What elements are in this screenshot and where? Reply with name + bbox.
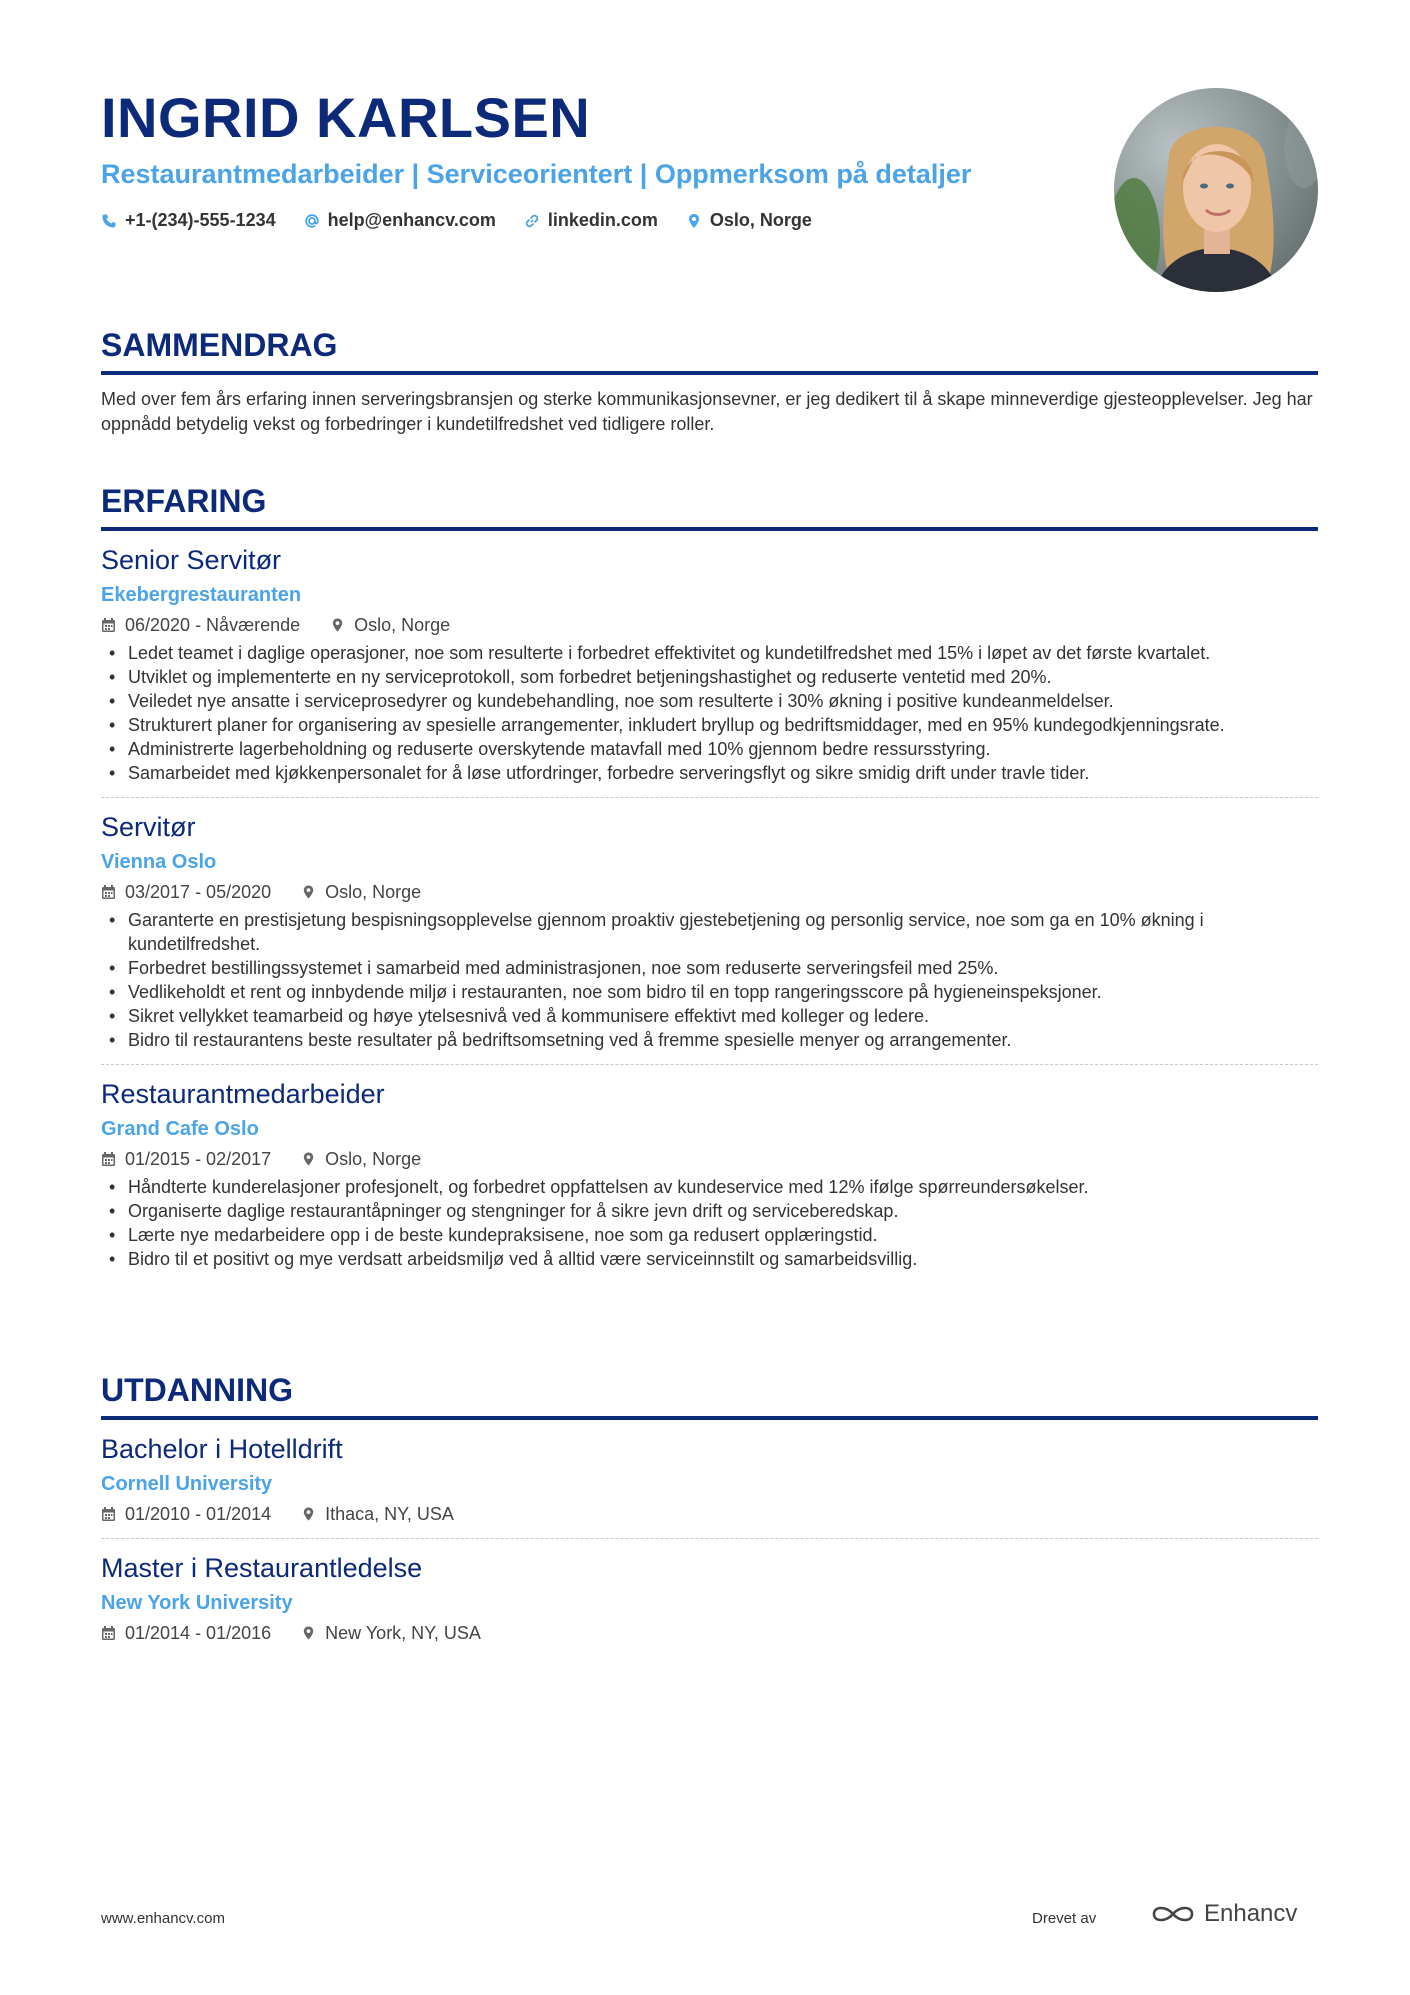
education-dates: [101, 1502, 271, 1526]
experience-entry: [101, 1077, 1318, 1271]
location: Oslo, Norge: [325, 1149, 422, 1169]
location: Oslo, Norge: [325, 882, 422, 902]
experience-entry: [101, 543, 1318, 785]
bullet-item: • Forbedret bestillingssystemet i samarbeid med administrasjonen, noe som reduserte serveringsfeil med 25%.: [101, 956, 1318, 980]
education-location: [301, 1502, 454, 1526]
job-meta: [101, 880, 1318, 904]
education-heading: UTDANNING: [101, 1372, 293, 1408]
job-title: Servitør: [101, 812, 196, 842]
location: Oslo, Norge: [354, 615, 451, 635]
calendar-icon: [101, 884, 116, 900]
contact-phone[interactable]: [101, 210, 276, 231]
location-pin-icon: [301, 884, 316, 900]
location: New York, NY, USA: [325, 1623, 481, 1643]
contact-linkedin[interactable]: [524, 210, 658, 231]
resume-header: [101, 84, 1101, 231]
job-meta: [101, 1147, 1318, 1171]
bullet-item: • Samarbeidet med kjøkkenpersonalet for å løse utfordringer, forbedre serveringsflyt og sikre smidig drift under travle tider.: [101, 761, 1318, 785]
job-dates: [101, 1147, 271, 1171]
job-title: Senior Servitør: [101, 545, 282, 575]
education-dates: [101, 1621, 271, 1645]
enhancv-logo[interactable]: [1150, 1900, 1297, 1928]
education-entry: [101, 1551, 1318, 1645]
linkedin-text: linkedin.com: [547, 210, 658, 230]
brand-name: Enhancv: [1204, 1900, 1298, 1927]
job-bullets: [101, 641, 1318, 785]
education-location: [301, 1621, 481, 1645]
school-name: New York University: [101, 1592, 293, 1614]
section-divider: [101, 1416, 1318, 1420]
bullet-item: • Ledet teamet i daglige operasjoner, noe som resulterte i forbedret effektivitet og kundetilfredshet med 15% i løpet av det første kvartalet.: [101, 641, 1318, 665]
company-name: Grand Cafe Oslo: [101, 1118, 259, 1140]
bullet-item: • Bidro til restaurantens beste resultater på bedriftsomsetning ved å fremme spesielle menyer og arrangementer.: [101, 1028, 1318, 1052]
at-icon: [304, 213, 320, 229]
experience-section: [101, 481, 1318, 1271]
bullet-item: • Organiserte daglige restaurantåpninger og stengninger for å sikre jevn drift og serviceberedskap.: [101, 1199, 1318, 1223]
date-range: 03/2017 - 05/2020: [125, 882, 272, 902]
job-dates: [101, 613, 300, 637]
job-title: Restaurantmedarbeider: [101, 1079, 385, 1109]
calendar-icon: [101, 617, 116, 633]
location-pin-icon: [330, 617, 345, 633]
date-range: 01/2015 - 02/2017: [125, 1149, 272, 1169]
date-range: 01/2010 - 01/2014: [125, 1504, 272, 1524]
education-entry: [101, 1432, 1318, 1526]
location-text: Oslo, Norge: [709, 210, 812, 230]
avatar: [1114, 88, 1318, 292]
calendar-icon: [101, 1151, 116, 1167]
job-location: [330, 613, 450, 637]
bullet-item: • Administrerte lagerbeholdning og reduserte overskytende matavfall med 10% gjennom bedre ressursstyring.: [101, 737, 1318, 761]
location-pin-icon: [301, 1151, 316, 1167]
contact-row: [101, 210, 1101, 231]
experience-heading: ERFARING: [101, 483, 267, 519]
entry-divider: [101, 1538, 1318, 1539]
summary-section: [101, 325, 1318, 437]
section-divider: [101, 371, 1318, 375]
company-name: Vienna Oslo: [101, 851, 217, 873]
section-divider: [101, 527, 1318, 531]
entry-divider: [101, 797, 1318, 798]
email-text: help@enhancv.com: [327, 210, 496, 230]
job-location: [301, 1147, 421, 1171]
calendar-icon: [101, 1625, 116, 1641]
enhancv-logo-icon: [1150, 1902, 1196, 1926]
powered-by-label: Drevet av: [1032, 1910, 1097, 1927]
location-pin-icon: [686, 213, 702, 229]
job-dates: [101, 880, 271, 904]
education-meta: [101, 1621, 1318, 1645]
calendar-icon: [101, 1506, 116, 1522]
link-icon: [524, 213, 540, 229]
phone-icon: [101, 213, 117, 229]
bullet-item: • Sikret vellykket teamarbeid og høye ytelsesnivå ved å kommunisere effektivt med kolleger og ledere.: [101, 1004, 1318, 1028]
bullet-item: • Lærte nye medarbeidere opp i de beste kundepraksisene, noe som ga redusert opplæringstid.: [101, 1223, 1318, 1247]
degree-title: Master i Restaurantledelse: [101, 1553, 423, 1583]
bullet-item: • Vedlikeholdt et rent og innbydende miljø i restauranten, noe som bidro til en topp rangeringsscore på hygieneinspeksjoner.: [101, 980, 1318, 1004]
education-meta: [101, 1502, 1318, 1526]
bullet-item: • Bidro til et positivt og mye verdsatt arbeidsmiljø ved å alltid være serviceinnstilt og samarbeidsvillig.: [101, 1247, 1318, 1271]
phone-text: +1-(234)-555-1234: [125, 210, 276, 230]
bullet-item: • Garanterte en prestisjetung bespisningsopplevelse gjennom proaktiv gjestebetjening og personlig service, noe som ga en 10% økning i kundetilfredshet.: [101, 908, 1318, 956]
location-pin-icon: [301, 1625, 316, 1641]
contact-email[interactable]: [304, 210, 496, 231]
summary-text: Med over fem års erfaring innen serveringsbransjen og sterke kommunikasjonsevner, er jeg dedikert til å skape minneverdige gjesteopplevelser. Jeg har oppnådd betydelig vekst og forbedringer i kundetilfredshet ved tidligere roller.: [101, 389, 1313, 434]
bullet-item: • Strukturert planer for organisering av spesielle arrangementer, inkludert bryllup og bedriftsmiddager, med en 95% kundegodkjenningsrate.: [101, 713, 1318, 737]
footer-url[interactable]: www.enhancv.com: [101, 1910, 225, 1927]
bullet-item: • Håndterte kunderelasjoner profesjonelt, og forbedret oppfattelsen av kundeservice med 12% ifølge spørreundersøkelser.: [101, 1175, 1318, 1199]
job-location: [301, 880, 421, 904]
candidate-tagline: Restaurantmedarbeider | Serviceorientert | Oppmerksom på detaljer: [101, 159, 972, 189]
candidate-name: INGRID KARLSEN: [101, 86, 591, 149]
job-bullets: [101, 1175, 1318, 1271]
summary-heading: SAMMENDRAG: [101, 327, 338, 363]
bullet-item: • Veiledet nye ansatte i serviceprosedyrer og kundebehandling, noe som resulterte i 30% økning i positive kundeanmeldelser.: [101, 689, 1318, 713]
job-bullets: [101, 908, 1318, 1052]
education-section: [101, 1370, 1318, 1645]
school-name: Cornell University: [101, 1473, 273, 1495]
entry-divider: [101, 1064, 1318, 1065]
experience-entry: [101, 810, 1318, 1052]
date-range: 06/2020 - Nåværende: [125, 615, 301, 635]
contact-location: [686, 210, 812, 231]
company-name: Ekebergrestauranten: [101, 584, 302, 606]
date-range: 01/2014 - 01/2016: [125, 1623, 272, 1643]
degree-title: Bachelor i Hotelldrift: [101, 1434, 343, 1464]
bullet-item: • Utviklet og implementerte en ny serviceprotokoll, som forbedret betjeningshastighet og reduserte ventetid med 20%.: [101, 665, 1318, 689]
location-pin-icon: [301, 1506, 316, 1522]
job-meta: [101, 613, 1318, 637]
location: Ithaca, NY, USA: [325, 1504, 454, 1524]
